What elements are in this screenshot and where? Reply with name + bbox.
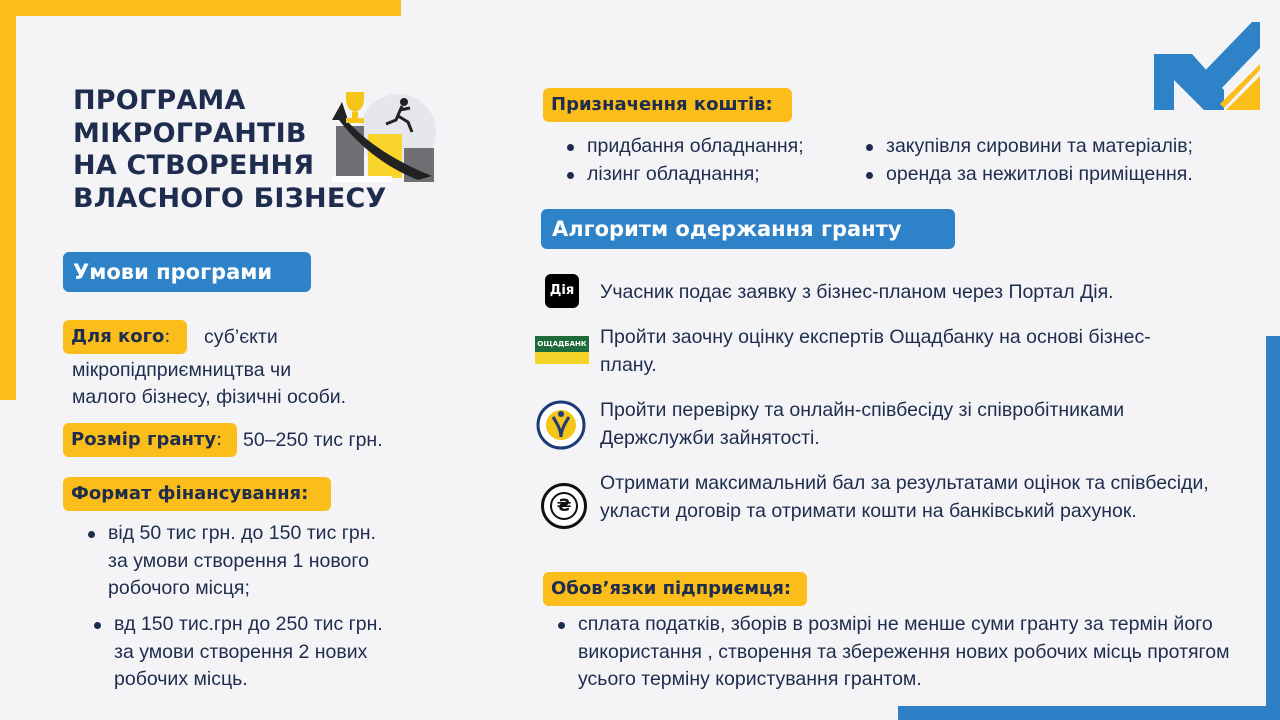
obligations-list: [556, 611, 1236, 694]
algorithm-heading: Алгоритм одержання гранту: [541, 209, 955, 249]
grant-size-label-text: Розмір гранту: [71, 429, 217, 450]
grant-size-value: 50–250 тис грн.: [243, 429, 383, 451]
format-list-2: [92, 611, 452, 694]
grant-size-colon: :: [216, 429, 223, 450]
purpose-label: Призначення коштів:: [543, 88, 792, 122]
for-whom-label: [63, 320, 187, 354]
step-2-text: Пройти заочну оцінку експертів Ощадбанку на основі бізнес-плану.: [600, 326, 1151, 376]
purpose-list-col1: [565, 133, 855, 188]
blue-bottom-border: [898, 706, 1280, 720]
obligation-item: сплата податків, зборів в розмірі не менше суми гранту за термін його використання , створення та збереження нових робочих місць протягом усього терміну користування грантом.: [556, 611, 1236, 694]
for-whom-text-1: суб’єкти: [204, 326, 278, 348]
oschadbank-logo-text: ОЩАДБАНК: [537, 340, 587, 348]
oschadbank-logo-icon: [535, 336, 589, 364]
purpose-item-equipment-purchase: придбання обладнання;: [565, 133, 855, 161]
purpose-item-rent: оренда за нежитлові приміщення.: [864, 161, 1254, 189]
success-podium-illustration-icon: [328, 80, 438, 186]
grant-size-label: [63, 423, 237, 457]
hryvnia-symbol: ₴: [550, 492, 578, 520]
conditions-heading: Умови програми: [63, 252, 311, 292]
format-label: Формат фінансування:: [63, 477, 331, 511]
purpose-item-raw-materials: закупівля сировини та матеріалів;: [864, 133, 1254, 161]
for-whom-colon: :: [164, 326, 171, 347]
step-4-text: Отримати максимальний бал за результатами оцінок та співбесіди, укласти договір та отримати кошти на банківський рахунок.: [600, 472, 1209, 522]
purpose-item-equipment-leasing: лізинг обладнання;: [565, 161, 855, 189]
diia-logo-icon: Дія: [545, 274, 579, 308]
yellow-left-border: [0, 0, 16, 400]
for-whom-label-text: Для кого: [71, 326, 165, 347]
step-3-text: Пройти перевірку та онлайн-співбесіду зі співробітниками Держслужби зайнятості.: [600, 399, 1125, 449]
format-item-1: від 50 тис грн. до 150 тис грн. за умови створення 1 нового робочого місця;: [86, 520, 446, 603]
obligations-label: Обов’язки підприємця:: [543, 572, 807, 606]
hryvnia-icon: [541, 483, 587, 529]
for-whom-text-3: малого бізнесу, фізичні особи.: [72, 386, 347, 408]
purpose-list-col2: [864, 133, 1254, 188]
blue-right-border: [1266, 336, 1280, 720]
format-list: [86, 520, 446, 603]
yellow-top-border: [0, 0, 401, 16]
format-item-2: вд 150 тис.грн до 250 тис грн. за умови створення 2 нових робочих місць.: [92, 611, 452, 694]
brand-logo-icon: [1152, 20, 1262, 112]
page-title: ПРОГРАМА МІКРОГРАНТІВ НА СТВОРЕННЯ ВЛАСНОГО БІЗНЕСУ: [73, 85, 387, 214]
for-whom-text-2: мікропідприємництва чи: [72, 359, 292, 381]
step-1-text: Учасник подає заявку з бізнес-планом через Портал Дія.: [600, 281, 1114, 303]
employment-service-logo-icon: [536, 400, 586, 450]
